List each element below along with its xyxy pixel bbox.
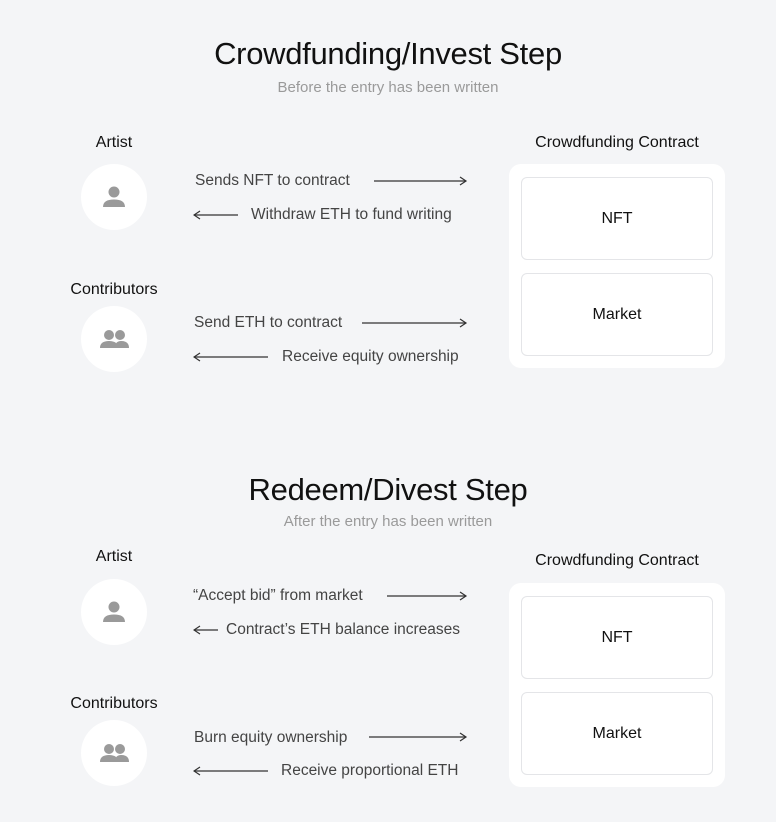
contract-title: Crowdfunding Contract [535,552,699,569]
artist-label: Artist [95,134,133,151]
contract-container [509,583,725,787]
contributors-avatar [81,306,147,372]
people-group-icon [81,306,147,372]
section-title: Redeem/Divest Step [248,472,528,507]
flow-label: Receive proportional ETH [281,762,459,779]
contract-container [509,164,725,368]
person-icon [81,164,147,230]
flow-label: Send ETH to contract [194,314,343,331]
contributors-label: Contributors [70,695,158,712]
flow-label: Burn equity ownership [194,729,348,746]
section-subtitle: After the entry has been written [283,513,493,530]
arrow-right-icon [362,318,468,328]
nft-box: NFT [521,177,713,260]
nft-box: NFT [521,596,713,679]
person-icon [81,579,147,645]
market-box: Market [521,692,713,775]
arrow-right-icon [387,591,468,601]
arrow-right-icon [369,732,468,742]
artist-label: Artist [95,548,133,565]
flow-label: “Accept bid” from market [193,587,363,604]
flow-label: Contract’s ETH balance increases [226,621,461,638]
contributors-avatar [81,720,147,786]
artist-avatar [81,579,147,645]
flow-label: Receive equity ownership [282,348,459,365]
arrow-left-icon [193,625,219,635]
flow-label: Sends NFT to contract [195,172,350,189]
arrow-left-icon [193,766,269,776]
arrow-left-icon [193,210,239,220]
market-box: Market [521,273,713,356]
section-subtitle: Before the entry has been written [277,79,499,96]
flow-label: Withdraw ETH to fund writing [251,206,452,223]
contributors-label: Contributors [70,281,158,298]
arrow-right-icon [374,176,468,186]
people-group-icon [81,720,147,786]
artist-avatar [81,164,147,230]
section-title: Crowdfunding/Invest Step [214,36,562,71]
contract-title: Crowdfunding Contract [535,134,699,151]
arrow-left-icon [193,352,269,362]
